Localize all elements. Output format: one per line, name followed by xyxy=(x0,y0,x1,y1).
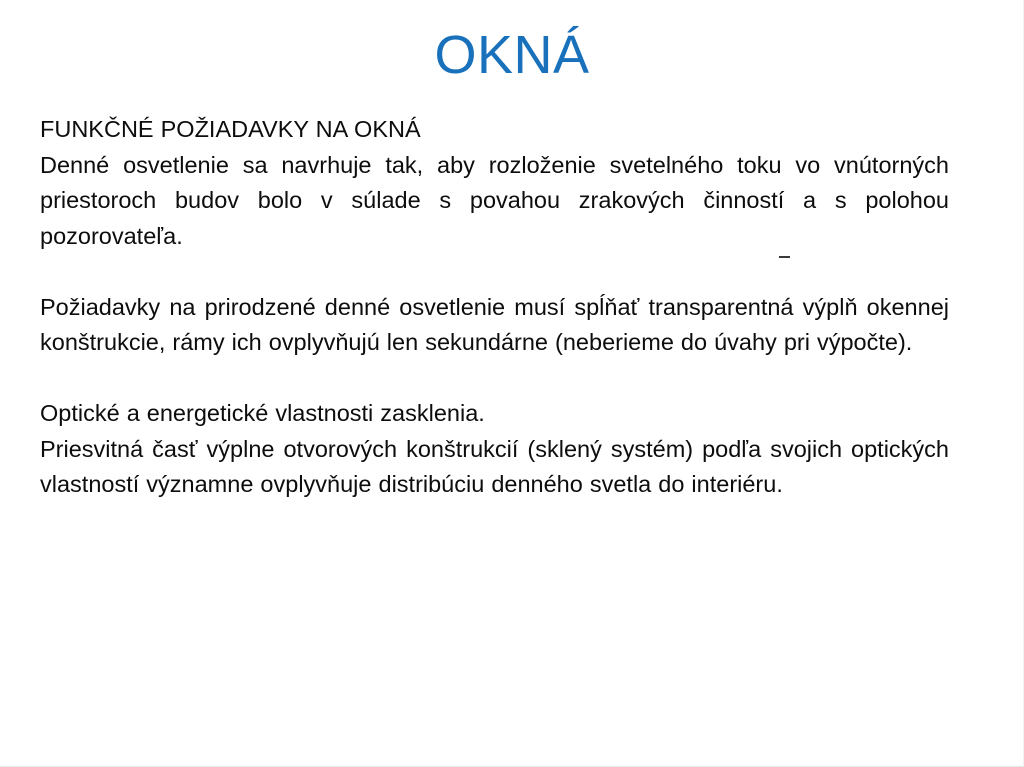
paragraph-spacer-2 xyxy=(40,361,949,397)
section-heading-funkcne-poziadavky: FUNKČNÉ POŽIADAVKY NA OKNÁ xyxy=(40,116,421,142)
slide-body xyxy=(40,112,949,503)
stray-dash-mark xyxy=(779,256,790,258)
paragraph-opticke-energeticke: Optické a energetické vlastnosti zasklenia. xyxy=(40,400,485,426)
paragraph-denne-osvetlenie: Denné osvetlenie sa navrhuje tak, aby rozloženie svetelného toku vo vnútorných priestoroch budov bolo v súlade s povahou zrakových činností a s polohou pozorovateľa. xyxy=(40,151,949,249)
paragraph-priesvitna-cast: Priesvitná časť výplne otvorových konštrukcií (sklený systém) podľa svojich optických vlastností významne ovplyvňuje distribúciu denného svetla do interiéru. xyxy=(40,435,949,497)
paragraph-spacer-1 xyxy=(40,254,949,290)
paragraph-poziadavky-prirodzene: Požiadavky na prirodzené denné osvetlenie musí spĺňať transparentná výplň okennej konštrukcie, rámy ich ovplyvňujú len sekundárne (neberieme do úvahy pri výpočte). xyxy=(40,293,949,355)
page-title: OKNÁ xyxy=(434,25,590,85)
